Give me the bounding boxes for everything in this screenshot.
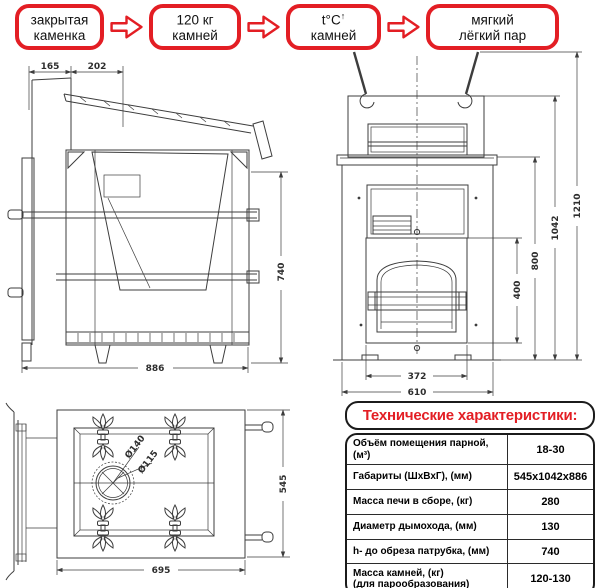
dim-695-label: 695 xyxy=(151,566,171,576)
banner-step-stones-mass xyxy=(149,4,241,50)
spec-value: 280 xyxy=(507,490,593,514)
table-row xyxy=(347,540,593,564)
banner-step-text: камней xyxy=(310,27,357,43)
table-row xyxy=(347,465,593,490)
dim-740-label: 740 xyxy=(277,262,287,282)
table-row xyxy=(347,515,593,540)
banner-step-text: каменка xyxy=(33,27,86,43)
spec-value: 545х1042х886 xyxy=(507,465,593,489)
ornament-icon xyxy=(93,505,113,551)
banner-step-text: камней xyxy=(172,27,218,43)
spec-label: Диаметр дымохода, (мм) xyxy=(353,521,477,533)
arrow-right-icon xyxy=(384,13,423,41)
spec-value: 120-130 xyxy=(507,564,593,588)
dim-610-label: 610 xyxy=(407,388,427,398)
spec-label: Объём помещения парной, (м³) xyxy=(353,438,489,461)
dim-372-label: 372 xyxy=(407,372,427,382)
dim-1042-label: 1042 xyxy=(551,215,561,241)
ornament-icon xyxy=(165,414,185,460)
dim-886-label: 886 xyxy=(145,364,165,374)
table-row xyxy=(347,490,593,515)
dim-800-label: 800 xyxy=(531,251,541,271)
banner-step-text: t°C xyxy=(321,12,341,28)
spec-value: 740 xyxy=(507,540,593,563)
banner-step-text: лёгкий пар xyxy=(458,27,527,43)
table-row xyxy=(347,435,593,465)
front-view-drawing xyxy=(333,52,583,398)
spec-value: 18-30 xyxy=(507,435,593,464)
banner-step-sup: ↑ xyxy=(340,11,346,22)
table-row xyxy=(347,564,593,588)
banner-step-stones-temp xyxy=(286,4,381,50)
side-view-drawing xyxy=(8,62,288,374)
banner-step-closed-heater xyxy=(15,4,104,50)
dia-inner-label: Ø115 xyxy=(136,448,161,476)
spec-label-line2: (для парообразования) xyxy=(353,579,470,588)
spec-label: h- до обреза патрубка, (мм) xyxy=(353,545,490,557)
specs-title: Технические характеристики: xyxy=(345,401,595,430)
spec-label: Масса камней, (кг) xyxy=(353,567,444,579)
arrow-right-icon xyxy=(107,13,146,41)
arrow-right-icon xyxy=(244,13,283,41)
banner-step-text: мягкий xyxy=(471,12,514,28)
banner-step-text: закрытая xyxy=(30,12,89,28)
dim-400-label: 400 xyxy=(513,280,523,300)
ornament-icon xyxy=(93,414,113,460)
dim-165-label: 165 xyxy=(40,62,60,72)
banner-step-text: 120 кг xyxy=(176,12,214,28)
dim-545-label: 545 xyxy=(279,474,289,494)
dim-202-label: 202 xyxy=(87,62,107,72)
dim-1210-label: 1210 xyxy=(573,193,583,219)
spec-label: Габариты (ШхВхГ), (мм) xyxy=(353,471,472,483)
ornament-icon xyxy=(165,505,185,551)
top-view-drawing xyxy=(6,403,290,580)
specs-table xyxy=(345,433,595,588)
specs-panel xyxy=(345,401,595,588)
feature-banner xyxy=(0,5,600,49)
spec-value: 130 xyxy=(507,515,593,539)
spec-label: Масса печи в сборе, (кг) xyxy=(353,496,473,508)
banner-step-soft-steam xyxy=(426,4,559,50)
dia-outer-label: Ø140 xyxy=(123,433,148,461)
